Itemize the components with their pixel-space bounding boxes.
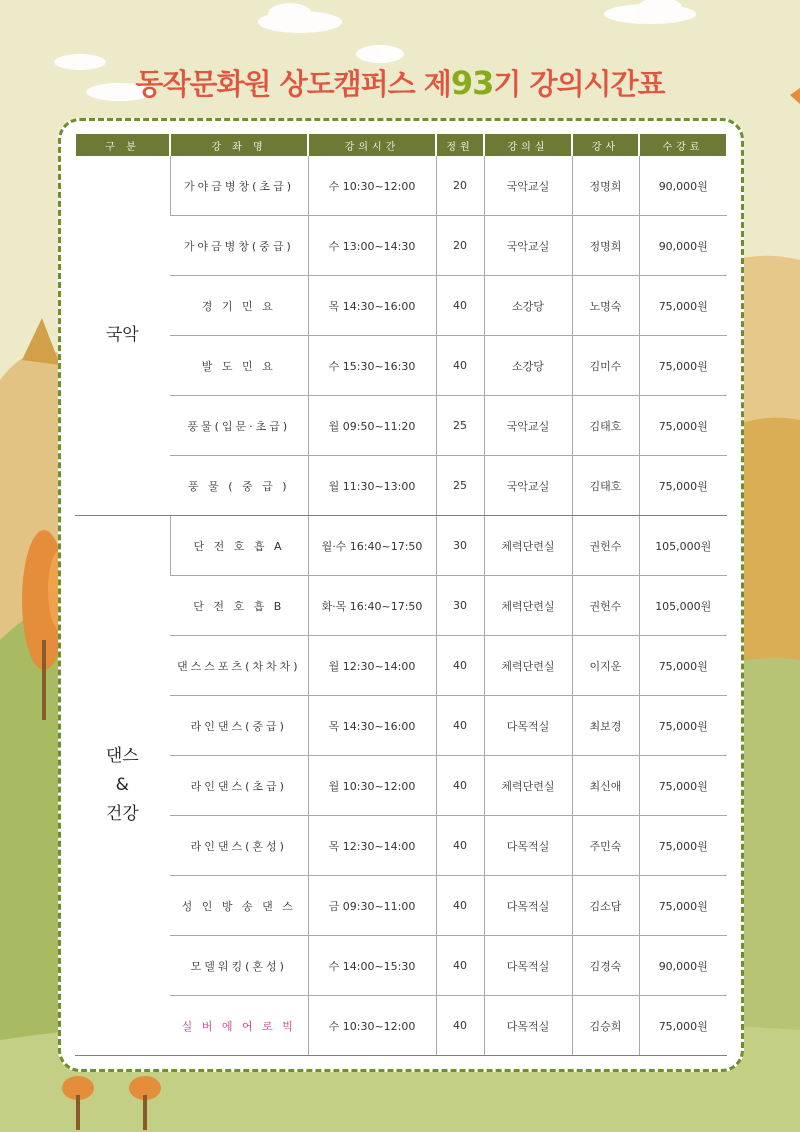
header-instructor: 강사 (572, 134, 639, 156)
table-row (75, 996, 727, 1056)
table-row (75, 576, 727, 636)
instructor: 김승희 (572, 996, 639, 1056)
instructor: 최보경 (572, 696, 639, 756)
class-time: 목 14:30~16:00 (308, 696, 436, 756)
fee: 75,000원 (639, 336, 727, 396)
table-row (75, 336, 727, 396)
instructor: 김경숙 (572, 936, 639, 996)
classroom: 다목적실 (484, 816, 572, 876)
capacity: 25 (436, 396, 484, 456)
header-time: 강의시간 (308, 134, 436, 156)
schedule-table (74, 134, 728, 1056)
classroom: 체력단련실 (484, 636, 572, 696)
table-row (75, 156, 727, 216)
fee: 75,000원 (639, 636, 727, 696)
title-part2: 제 (414, 67, 451, 101)
category-cell-gugak: 국악 (75, 156, 170, 516)
table-row (75, 756, 727, 816)
classroom: 다목적실 (484, 996, 572, 1056)
title-number: 93 (450, 64, 494, 102)
classroom: 다목적실 (484, 876, 572, 936)
capacity: 40 (436, 696, 484, 756)
capacity: 40 (436, 876, 484, 936)
fee: 105,000원 (639, 576, 727, 636)
course-name: 경 기 민 요 (170, 276, 308, 336)
class-time: 금 09:30~11:00 (308, 876, 436, 936)
course-name: 풍 물 ( 중 급 ) (170, 456, 308, 516)
fee: 75,000원 (639, 396, 727, 456)
course-name: 라인댄스(중급) (170, 696, 308, 756)
class-time: 월·수 16:40~17:50 (308, 516, 436, 576)
course-name: 댄스스포츠(차차차) (170, 636, 308, 696)
fee: 90,000원 (639, 216, 727, 276)
fee: 90,000원 (639, 936, 727, 996)
table-row (75, 636, 727, 696)
classroom: 소강당 (484, 276, 572, 336)
classroom: 국악교실 (484, 156, 572, 216)
header-course: 강 좌 명 (170, 134, 308, 156)
instructor: 정명희 (572, 216, 639, 276)
course-name: 가야금병창(초급) (170, 156, 308, 216)
course-name: 성 인 방 송 댄 스 (170, 876, 308, 936)
instructor: 김미수 (572, 336, 639, 396)
capacity: 40 (436, 816, 484, 876)
capacity: 40 (436, 756, 484, 816)
instructor: 권헌수 (572, 516, 639, 576)
fee: 75,000원 (639, 816, 727, 876)
classroom: 국악교실 (484, 456, 572, 516)
class-time: 목 14:30~16:00 (308, 276, 436, 336)
capacity: 40 (436, 936, 484, 996)
instructor: 최신애 (572, 756, 639, 816)
instructor: 정명희 (572, 156, 639, 216)
table-row (75, 396, 727, 456)
header-category: 구 분 (75, 134, 170, 156)
classroom: 소강당 (484, 336, 572, 396)
capacity: 30 (436, 516, 484, 576)
course-name: 라인댄스(혼성) (170, 816, 308, 876)
instructor: 김태호 (572, 456, 639, 516)
class-time: 수 10:30~12:00 (308, 156, 436, 216)
instructor: 김태호 (572, 396, 639, 456)
fee: 105,000원 (639, 516, 727, 576)
instructor: 권헌수 (572, 576, 639, 636)
instructor: 이지운 (572, 636, 639, 696)
class-time: 수 14:00~15:30 (308, 936, 436, 996)
schedule-card (58, 118, 744, 1072)
class-time: 월 11:30~13:00 (308, 456, 436, 516)
classroom: 다목적실 (484, 696, 572, 756)
capacity: 20 (436, 156, 484, 216)
category-line: 건강 (105, 803, 139, 824)
class-time: 월 09:50~11:20 (308, 396, 436, 456)
class-time: 월 10:30~12:00 (308, 756, 436, 816)
fee: 75,000원 (639, 456, 727, 516)
table-row (75, 816, 727, 876)
fee: 75,000원 (639, 696, 727, 756)
capacity: 40 (436, 996, 484, 1056)
table-row (75, 216, 727, 276)
class-time: 월 12:30~14:00 (308, 636, 436, 696)
class-time: 화·목 16:40~17:50 (308, 576, 436, 636)
header-room: 강의실 (484, 134, 572, 156)
table-row (75, 696, 727, 756)
course-name: 단 전 호 흡 B (170, 576, 308, 636)
classroom: 체력단련실 (484, 576, 572, 636)
header-fee: 수강료 (639, 134, 727, 156)
class-time: 수 10:30~12:00 (308, 996, 436, 1056)
capacity: 40 (436, 276, 484, 336)
classroom: 체력단련실 (484, 756, 572, 816)
table-row (75, 516, 727, 576)
classroom: 다목적실 (484, 936, 572, 996)
course-name: 라인댄스(초급) (170, 756, 308, 816)
table-row (75, 276, 727, 336)
classroom: 체력단련실 (484, 516, 572, 576)
course-name: 모델워킹(혼성) (170, 936, 308, 996)
course-name: 단 전 호 흡 A (170, 516, 308, 576)
instructor: 주민숙 (572, 816, 639, 876)
fee: 90,000원 (639, 156, 727, 216)
fee: 75,000원 (639, 756, 727, 816)
page-title (0, 62, 800, 103)
category-line: & (115, 775, 129, 796)
table-header-row (75, 134, 727, 156)
capacity: 25 (436, 456, 484, 516)
table-row (75, 456, 727, 516)
capacity: 30 (436, 576, 484, 636)
instructor: 노명숙 (572, 276, 639, 336)
category-cell-dance-health (75, 516, 170, 1056)
class-time: 수 13:00~14:30 (308, 216, 436, 276)
class-time: 목 12:30~14:00 (308, 816, 436, 876)
fee: 75,000원 (639, 876, 727, 936)
instructor: 김소담 (572, 876, 639, 936)
class-time: 수 15:30~16:30 (308, 336, 436, 396)
fee: 75,000원 (639, 276, 727, 336)
classroom: 국악교실 (484, 396, 572, 456)
title-part3: 기 강의시간표 (493, 67, 665, 101)
header-capacity: 정원 (436, 134, 484, 156)
capacity: 40 (436, 636, 484, 696)
capacity: 40 (436, 336, 484, 396)
capacity: 20 (436, 216, 484, 276)
course-name: 실 버 에 어 로 빅 (170, 996, 308, 1056)
fee: 75,000원 (639, 996, 727, 1056)
classroom: 국악교실 (484, 216, 572, 276)
table-row (75, 936, 727, 996)
table-row (75, 876, 727, 936)
title-part1: 동작문화원 상도캠퍼스 (135, 67, 415, 101)
course-name: 가야금병창(중급) (170, 216, 308, 276)
course-name: 풍물(입문·초급) (170, 396, 308, 456)
category-line: 댄스 (105, 746, 139, 767)
course-name: 발 도 민 요 (170, 336, 308, 396)
